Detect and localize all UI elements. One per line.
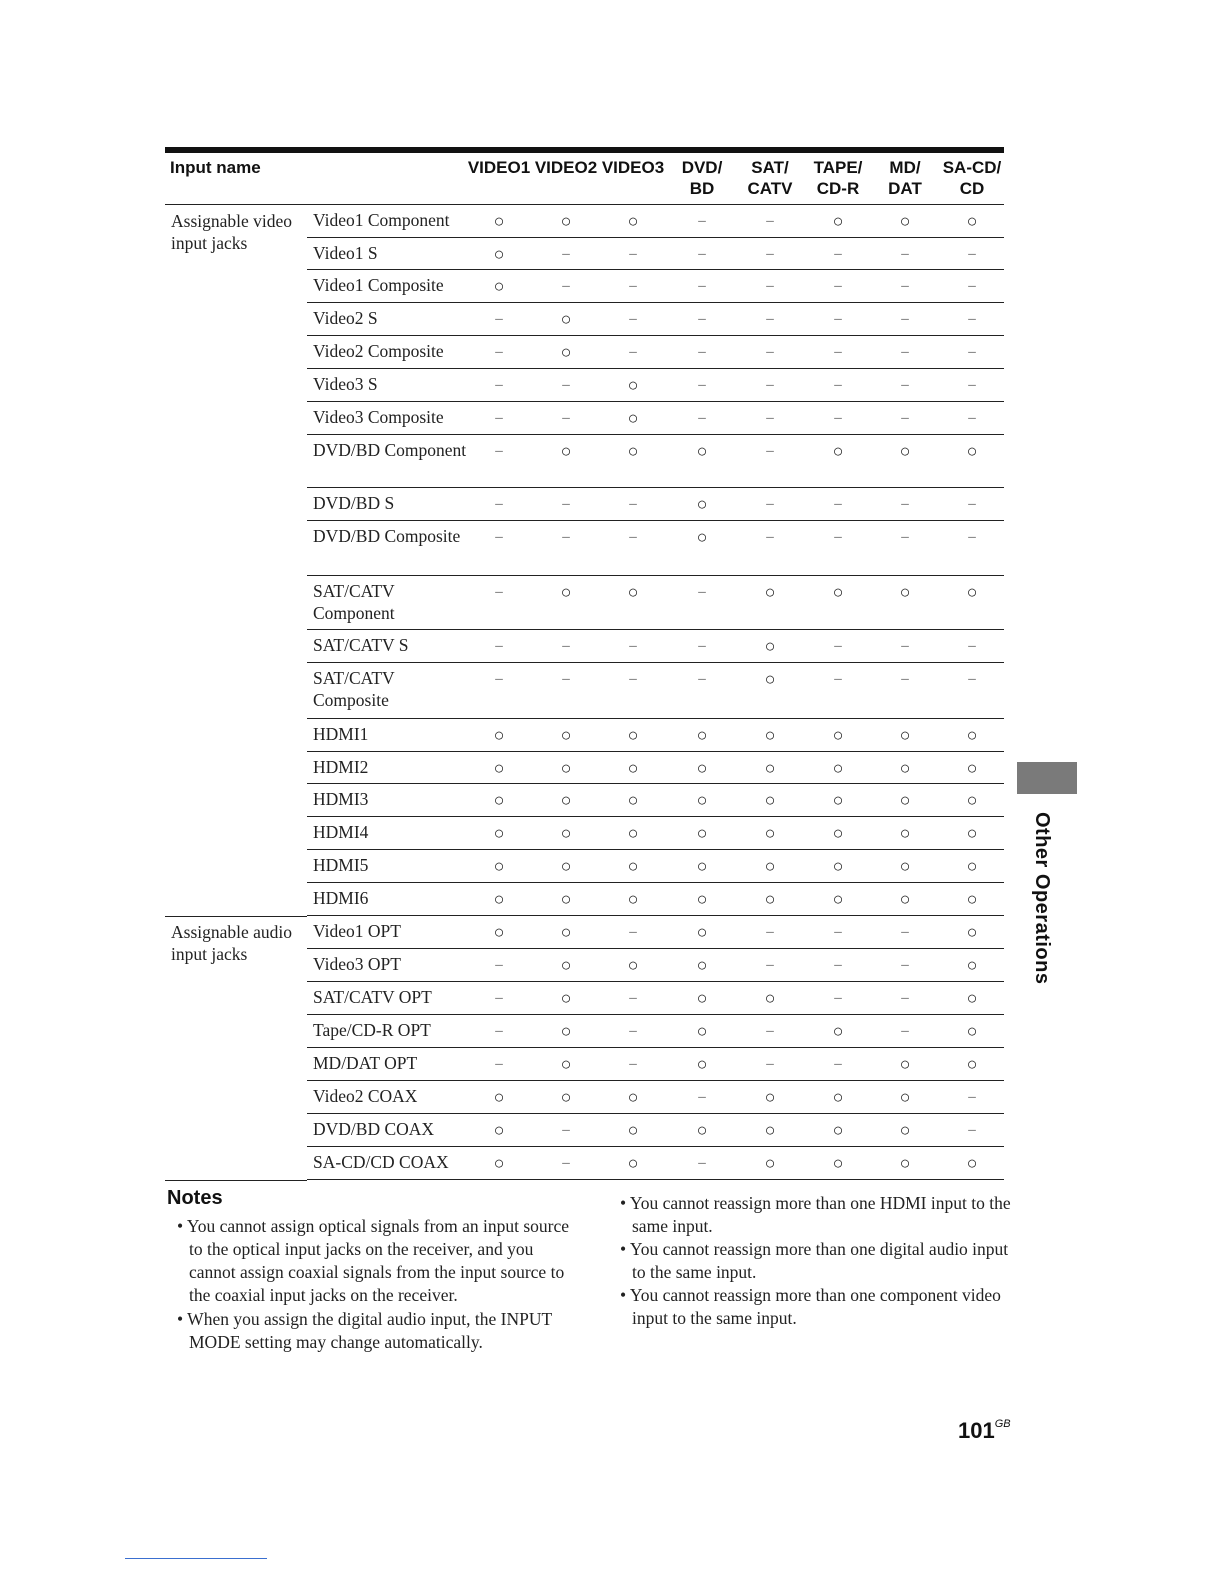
available-mark: ○ (966, 1021, 978, 1041)
note-item: • You cannot assign optical signals from an input source to the optical input jacks on the receiver, and you cannot assign coaxial signals from the input source to the coaxial input jacks on the receiver. (177, 1216, 570, 1305)
table-row (307, 1147, 1004, 1180)
unavailable-mark: – (968, 638, 976, 654)
table-row (307, 817, 1004, 850)
available-mark: ○ (627, 1087, 639, 1107)
available-mark: ○ (696, 441, 708, 461)
available-mark: ○ (493, 823, 505, 843)
row-label: Video1 S (313, 243, 378, 263)
available-mark: ○ (696, 955, 708, 975)
available-mark: ○ (764, 758, 776, 778)
unavailable-mark: – (968, 410, 976, 426)
available-mark: ○ (899, 758, 911, 778)
unavailable-mark: – (629, 529, 637, 545)
available-mark: ○ (966, 758, 978, 778)
unavailable-mark: – (901, 924, 909, 940)
available-mark: ○ (627, 375, 639, 395)
unavailable-mark: – (698, 410, 706, 426)
available-mark: ○ (560, 922, 572, 942)
available-mark: ○ (560, 1087, 572, 1107)
available-mark: ○ (627, 1120, 639, 1140)
unavailable-mark: – (495, 990, 503, 1006)
column-header: TAPE/ CD-R (813, 158, 863, 198)
available-mark: ○ (627, 211, 639, 231)
available-mark: ○ (832, 823, 844, 843)
available-mark: ○ (899, 790, 911, 810)
page-number: $101^{GB}$ (958, 1418, 1011, 1443)
unavailable-mark: – (562, 529, 570, 545)
notes-title: Notes (167, 1187, 223, 1209)
unavailable-mark: – (968, 496, 976, 512)
unavailable-mark: – (766, 410, 774, 426)
unavailable-mark: – (562, 1155, 570, 1171)
available-mark: ○ (966, 922, 978, 942)
available-mark: ○ (764, 1153, 776, 1173)
available-mark: ○ (899, 1087, 911, 1107)
unavailable-mark: – (968, 671, 976, 687)
available-mark: ○ (493, 889, 505, 909)
available-mark: ○ (696, 790, 708, 810)
row-label: SAT/CATV Composite (313, 668, 395, 710)
unavailable-mark: – (901, 1023, 909, 1039)
unavailable-mark: – (766, 278, 774, 294)
row-label: Video1 OPT (313, 921, 401, 941)
available-mark: ○ (560, 889, 572, 909)
available-mark: ○ (696, 527, 708, 547)
unavailable-mark: – (834, 496, 842, 512)
available-mark: ○ (560, 309, 572, 329)
available-mark: ○ (493, 1120, 505, 1140)
unavailable-mark: – (698, 671, 706, 687)
unavailable-mark: – (901, 671, 909, 687)
table-row (307, 336, 1004, 369)
unavailable-mark: – (698, 278, 706, 294)
unavailable-mark: – (629, 671, 637, 687)
unavailable-mark: – (495, 344, 503, 360)
unavailable-mark: – (766, 496, 774, 512)
unavailable-mark: – (901, 990, 909, 1006)
unavailable-mark: – (766, 957, 774, 973)
unavailable-mark: – (968, 377, 976, 393)
column-header: VIDEO3 (601, 158, 665, 177)
unavailable-mark: – (834, 957, 842, 973)
unavailable-mark: – (766, 344, 774, 360)
unavailable-mark: – (698, 246, 706, 262)
available-mark: ○ (764, 636, 776, 656)
available-mark: ○ (966, 1054, 978, 1074)
unavailable-mark: – (629, 1023, 637, 1039)
unavailable-mark: – (698, 1089, 706, 1105)
unavailable-mark: – (901, 311, 909, 327)
available-mark: ○ (899, 889, 911, 909)
available-mark: ○ (627, 955, 639, 975)
available-mark: ○ (560, 1021, 572, 1041)
available-mark: ○ (966, 823, 978, 843)
available-mark: ○ (832, 758, 844, 778)
table-bottom-rule (165, 1180, 307, 1181)
unavailable-mark: – (901, 638, 909, 654)
unavailable-mark: – (698, 311, 706, 327)
available-mark: ○ (560, 955, 572, 975)
unavailable-mark: – (698, 1155, 706, 1171)
available-mark: ○ (899, 441, 911, 461)
table-row (307, 663, 1004, 719)
page-suffix: GB (994, 1418, 1011, 1430)
available-mark: ○ (627, 889, 639, 909)
available-mark: ○ (696, 988, 708, 1008)
unavailable-mark: – (495, 529, 503, 545)
unavailable-mark: – (834, 529, 842, 545)
available-mark: ○ (493, 922, 505, 942)
unavailable-mark: – (834, 990, 842, 1006)
table-row (307, 238, 1004, 270)
available-mark: ○ (966, 856, 978, 876)
unavailable-mark: – (766, 924, 774, 940)
row-label: SAT/CATV OPT (313, 987, 432, 1007)
available-mark: ○ (493, 276, 505, 296)
available-mark: ○ (560, 790, 572, 810)
available-mark: ○ (764, 988, 776, 1008)
table-row (307, 1114, 1004, 1147)
available-mark: ○ (627, 790, 639, 810)
unavailable-mark: – (495, 671, 503, 687)
available-mark: ○ (899, 1153, 911, 1173)
available-mark: ○ (832, 211, 844, 231)
available-mark: ○ (493, 856, 505, 876)
unavailable-mark: – (766, 311, 774, 327)
available-mark: ○ (493, 244, 505, 264)
unavailable-mark: – (629, 344, 637, 360)
available-mark: ○ (627, 758, 639, 778)
row-label: Video3 OPT (313, 954, 401, 974)
unavailable-mark: – (968, 1089, 976, 1105)
available-mark: ○ (627, 408, 639, 428)
unavailable-mark: – (698, 638, 706, 654)
column-header: VIDEO2 (534, 158, 598, 177)
unavailable-mark: – (834, 344, 842, 360)
unavailable-mark: – (629, 638, 637, 654)
unavailable-mark: – (834, 638, 842, 654)
available-mark: ○ (832, 441, 844, 461)
unavailable-mark: – (901, 278, 909, 294)
unavailable-mark: – (495, 584, 503, 600)
note-item: • You cannot reassign more than one digital audio input to the same input. (620, 1239, 1009, 1282)
available-mark: ○ (560, 441, 572, 461)
unavailable-mark: – (968, 529, 976, 545)
note-item: • You cannot reassign more than one component video input to the same input. (620, 1285, 1001, 1328)
available-mark: ○ (696, 856, 708, 876)
available-mark: ○ (832, 1153, 844, 1173)
unavailable-mark: – (562, 377, 570, 393)
unavailable-mark: – (495, 1023, 503, 1039)
group-label-video: Assignable video input jacks (171, 211, 293, 253)
column-header: SA-CD/ CD (942, 158, 1002, 198)
available-mark: ○ (899, 211, 911, 231)
available-mark: ○ (696, 823, 708, 843)
available-mark: ○ (560, 1054, 572, 1074)
group-label-audio: Assignable audio input jacks (171, 922, 293, 964)
available-mark: ○ (832, 1120, 844, 1140)
available-mark: ○ (696, 725, 708, 745)
unavailable-mark: – (629, 496, 637, 512)
row-label: HDMI6 (313, 888, 369, 908)
table-row (307, 916, 1004, 949)
unavailable-mark: – (495, 1056, 503, 1072)
unavailable-mark: – (834, 671, 842, 687)
available-mark: ○ (832, 1021, 844, 1041)
row-label: HDMI3 (313, 789, 369, 809)
available-mark: ○ (966, 582, 978, 602)
row-label: HDMI4 (313, 822, 369, 842)
unavailable-mark: – (834, 311, 842, 327)
unavailable-mark: – (495, 443, 503, 459)
row-label: SAT/CATV S (313, 635, 409, 655)
available-mark: ○ (832, 790, 844, 810)
unavailable-mark: – (698, 377, 706, 393)
available-mark: ○ (493, 1153, 505, 1173)
header-input-name: Input name (170, 158, 261, 177)
available-mark: ○ (899, 1120, 911, 1140)
table-row (307, 576, 1004, 630)
available-mark: ○ (696, 494, 708, 514)
row-label: Video3 Composite (313, 407, 444, 427)
unavailable-mark: – (901, 344, 909, 360)
table-row (307, 270, 1004, 303)
table-row (307, 883, 1004, 916)
available-mark: ○ (493, 725, 505, 745)
available-mark: ○ (627, 441, 639, 461)
available-mark: ○ (493, 211, 505, 231)
unavailable-mark: – (834, 924, 842, 940)
row-label: Tape/CD-R OPT (313, 1020, 431, 1040)
available-mark: ○ (832, 725, 844, 745)
table-row (307, 402, 1004, 435)
table-row (307, 752, 1004, 784)
unavailable-mark: – (495, 311, 503, 327)
available-mark: ○ (966, 790, 978, 810)
unavailable-mark: – (562, 410, 570, 426)
table-row (307, 303, 1004, 336)
row-label: Video2 S (313, 308, 378, 328)
row-label: HDMI2 (313, 757, 369, 777)
row-label: MD/DAT OPT (313, 1053, 418, 1073)
unavailable-mark: – (968, 344, 976, 360)
available-mark: ○ (560, 211, 572, 231)
unavailable-mark: – (968, 311, 976, 327)
unavailable-mark: – (698, 344, 706, 360)
row-label: Video1 Composite (313, 275, 444, 295)
unavailable-mark: – (834, 246, 842, 262)
available-mark: ○ (627, 582, 639, 602)
available-mark: ○ (560, 856, 572, 876)
available-mark: ○ (764, 889, 776, 909)
row-label: DVD/BD Composite (313, 526, 461, 546)
available-mark: ○ (764, 1120, 776, 1140)
available-mark: ○ (764, 823, 776, 843)
table-row (307, 982, 1004, 1015)
section-tab-label: Other Operations (1031, 812, 1053, 985)
unavailable-mark: – (968, 1122, 976, 1138)
table-row (307, 369, 1004, 402)
column-header: VIDEO1 (467, 158, 531, 177)
note-item: • You cannot reassign more than one HDMI input to the same input. (620, 1193, 1011, 1236)
section-tab-marker (1017, 762, 1077, 794)
unavailable-mark: – (495, 496, 503, 512)
unavailable-mark: – (766, 377, 774, 393)
unavailable-mark: – (968, 246, 976, 262)
available-mark: ○ (966, 988, 978, 1008)
available-mark: ○ (696, 1054, 708, 1074)
table-top-rule (165, 147, 1004, 153)
row-label: HDMI1 (313, 724, 369, 744)
available-mark: ○ (764, 669, 776, 689)
unavailable-mark: – (495, 410, 503, 426)
available-mark: ○ (493, 758, 505, 778)
unavailable-mark: – (562, 496, 570, 512)
table-row (307, 719, 1004, 752)
unavailable-mark: – (766, 1056, 774, 1072)
row-label: Video2 Composite (313, 341, 444, 361)
available-mark: ○ (696, 922, 708, 942)
available-mark: ○ (560, 823, 572, 843)
unavailable-mark: – (968, 278, 976, 294)
available-mark: ○ (560, 758, 572, 778)
available-mark: ○ (696, 1120, 708, 1140)
available-mark: ○ (899, 582, 911, 602)
unavailable-mark: – (834, 377, 842, 393)
unavailable-mark: – (901, 496, 909, 512)
available-mark: ○ (764, 725, 776, 745)
available-mark: ○ (966, 211, 978, 231)
available-mark: ○ (696, 889, 708, 909)
column-header: MD/ DAT (888, 158, 922, 198)
unavailable-mark: – (562, 246, 570, 262)
available-mark: ○ (764, 790, 776, 810)
available-mark: ○ (627, 1153, 639, 1173)
available-mark: ○ (899, 823, 911, 843)
unavailable-mark: – (629, 924, 637, 940)
unavailable-mark: – (629, 1056, 637, 1072)
unavailable-mark: – (766, 246, 774, 262)
table-row (307, 1081, 1004, 1114)
group-divider (165, 916, 307, 917)
available-mark: ○ (493, 1087, 505, 1107)
table-row (307, 630, 1004, 663)
unavailable-mark: – (901, 246, 909, 262)
available-mark: ○ (832, 1087, 844, 1107)
available-mark: ○ (764, 856, 776, 876)
unavailable-mark: – (766, 529, 774, 545)
available-mark: ○ (899, 725, 911, 745)
unavailable-mark: – (901, 529, 909, 545)
row-label: SAT/CATV Component (313, 581, 395, 623)
available-mark: ○ (627, 725, 639, 745)
column-header: SAT/ CATV (747, 158, 793, 198)
table-row (307, 1048, 1004, 1081)
available-mark: ○ (832, 582, 844, 602)
unavailable-mark: – (901, 957, 909, 973)
available-mark: ○ (560, 582, 572, 602)
available-mark: ○ (966, 955, 978, 975)
unavailable-mark: – (495, 377, 503, 393)
available-mark: ○ (493, 790, 505, 810)
table-row (307, 949, 1004, 982)
row-label: Video1 Component (313, 210, 450, 230)
table-row (307, 435, 1004, 488)
row-label: DVD/BD S (313, 493, 395, 513)
table-row (307, 488, 1004, 521)
unavailable-mark: – (766, 1023, 774, 1039)
unavailable-mark: – (901, 377, 909, 393)
available-mark: ○ (560, 988, 572, 1008)
unavailable-mark: – (629, 990, 637, 1006)
available-mark: ○ (560, 725, 572, 745)
unavailable-mark: – (562, 278, 570, 294)
unavailable-mark: – (562, 638, 570, 654)
available-mark: ○ (832, 889, 844, 909)
note-item: • When you assign the digital audio input, the INPUT MODE setting may change automatically. (177, 1309, 552, 1352)
unavailable-mark: – (901, 410, 909, 426)
unavailable-mark: – (698, 584, 706, 600)
footer-line (125, 1558, 267, 1559)
unavailable-mark: – (766, 213, 774, 229)
table-row (307, 850, 1004, 883)
table-row (307, 205, 1004, 238)
unavailable-mark: – (495, 957, 503, 973)
available-mark: ○ (832, 856, 844, 876)
available-mark: ○ (696, 1021, 708, 1041)
unavailable-mark: – (698, 213, 706, 229)
unavailable-mark: – (629, 278, 637, 294)
table-row (307, 1015, 1004, 1048)
unavailable-mark: – (562, 671, 570, 687)
unavailable-mark: – (629, 311, 637, 327)
row-label: HDMI5 (313, 855, 369, 875)
unavailable-mark: – (834, 278, 842, 294)
available-mark: ○ (627, 823, 639, 843)
row-label: DVD/BD Component (313, 440, 467, 460)
row-label: DVD/BD COAX (313, 1119, 435, 1139)
available-mark: ○ (966, 725, 978, 745)
unavailable-mark: – (629, 246, 637, 262)
available-mark: ○ (899, 1054, 911, 1074)
row-label: Video3 S (313, 374, 378, 394)
table-row (307, 784, 1004, 817)
available-mark: ○ (560, 342, 572, 362)
unavailable-mark: – (766, 443, 774, 459)
row-label: SA-CD/CD COAX (313, 1152, 449, 1172)
available-mark: ○ (899, 856, 911, 876)
unavailable-mark: – (562, 1122, 570, 1138)
available-mark: ○ (966, 1153, 978, 1173)
available-mark: ○ (696, 758, 708, 778)
column-header: DVD/ BD (681, 158, 723, 198)
available-mark: ○ (764, 1087, 776, 1107)
available-mark: ○ (764, 582, 776, 602)
unavailable-mark: – (495, 638, 503, 654)
table-row (307, 521, 1004, 576)
available-mark: ○ (966, 441, 978, 461)
available-mark: ○ (627, 856, 639, 876)
unavailable-mark: – (834, 1056, 842, 1072)
available-mark: ○ (966, 889, 978, 909)
row-label: Video2 COAX (313, 1086, 418, 1106)
unavailable-mark: – (834, 410, 842, 426)
